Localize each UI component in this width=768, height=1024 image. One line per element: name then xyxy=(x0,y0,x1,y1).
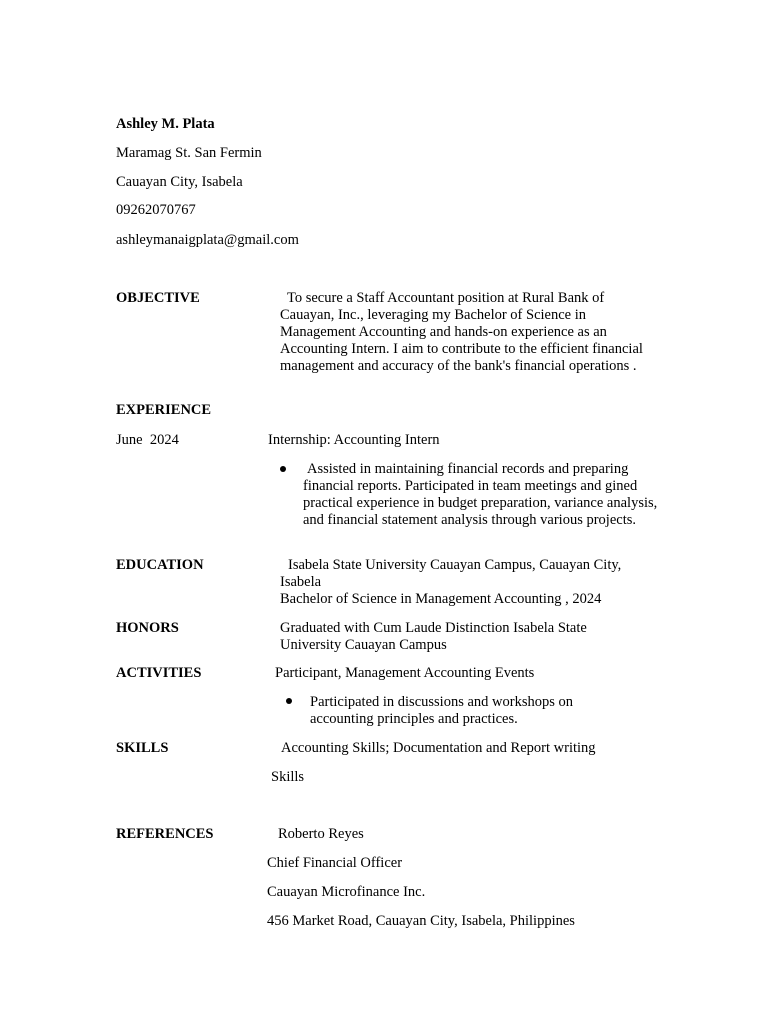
reference-position: Chief Financial Officer xyxy=(267,855,403,871)
honors-heading: HONORS xyxy=(116,620,179,636)
experience-date: June 2024 xyxy=(116,432,179,448)
objective-heading: OBJECTIVE xyxy=(116,290,200,306)
experience-bullet-text: Assisted in maintaining financial records and preparing financial reports. Participated in team meetings and gined practical experience in budget preparation, variance analysis, and financial statement analysis through various projects. xyxy=(303,461,658,528)
reference-company: Cauayan Microfinance Inc. xyxy=(267,884,426,900)
phone-number: 09262070767 xyxy=(116,202,196,218)
activities-heading: ACTIVITIES xyxy=(116,665,202,681)
honors-text: Graduated with Cum Laude Distinction Isabela State University Cauayan Campus xyxy=(280,620,587,653)
email-address: ashleymanaigplata@gmail.com xyxy=(116,232,299,248)
activities-bullet-text: Participated in discussions and workshops on accounting principles and practices. xyxy=(310,694,573,727)
candidate-name: Ashley M. Plata xyxy=(116,116,215,132)
skills-heading: SKILLS xyxy=(116,740,169,756)
references-heading: REFERENCES xyxy=(116,826,214,842)
skills-line-2: Skills xyxy=(271,769,305,785)
education-school: Isabela State University Cauayan Campus, Cauayan City, Isabela xyxy=(280,557,622,590)
bullet-icon xyxy=(286,698,292,704)
education-heading: EDUCATION xyxy=(116,557,204,573)
skills-line-1: Accounting Skills; Documentation and Report writing xyxy=(281,740,596,756)
address-line-1: Maramag St. San Fermin xyxy=(116,145,262,161)
bullet-icon xyxy=(280,466,286,472)
reference-address: 456 Market Road, Cauayan City, Isabela, Philippines xyxy=(267,913,575,929)
activities-title: Participant, Management Accounting Events xyxy=(275,665,535,681)
reference-name: Roberto Reyes xyxy=(278,826,364,842)
address-line-2: Cauayan City, Isabela xyxy=(116,174,243,190)
experience-title: Internship: Accounting Intern xyxy=(268,432,440,448)
experience-heading: EXPERIENCE xyxy=(116,402,212,418)
education-degree: Bachelor of Science in Management Accounting , 2024 xyxy=(280,591,602,607)
objective-text: To secure a Staff Accountant position at Rural Bank of Cauayan, Inc., leveraging my Bachelor of Science in Management Accounting and hands-on experience as an Accounting Intern. I aim to contribute to the efficient financial management and accuracy of the bank's financial operations . xyxy=(280,290,643,374)
